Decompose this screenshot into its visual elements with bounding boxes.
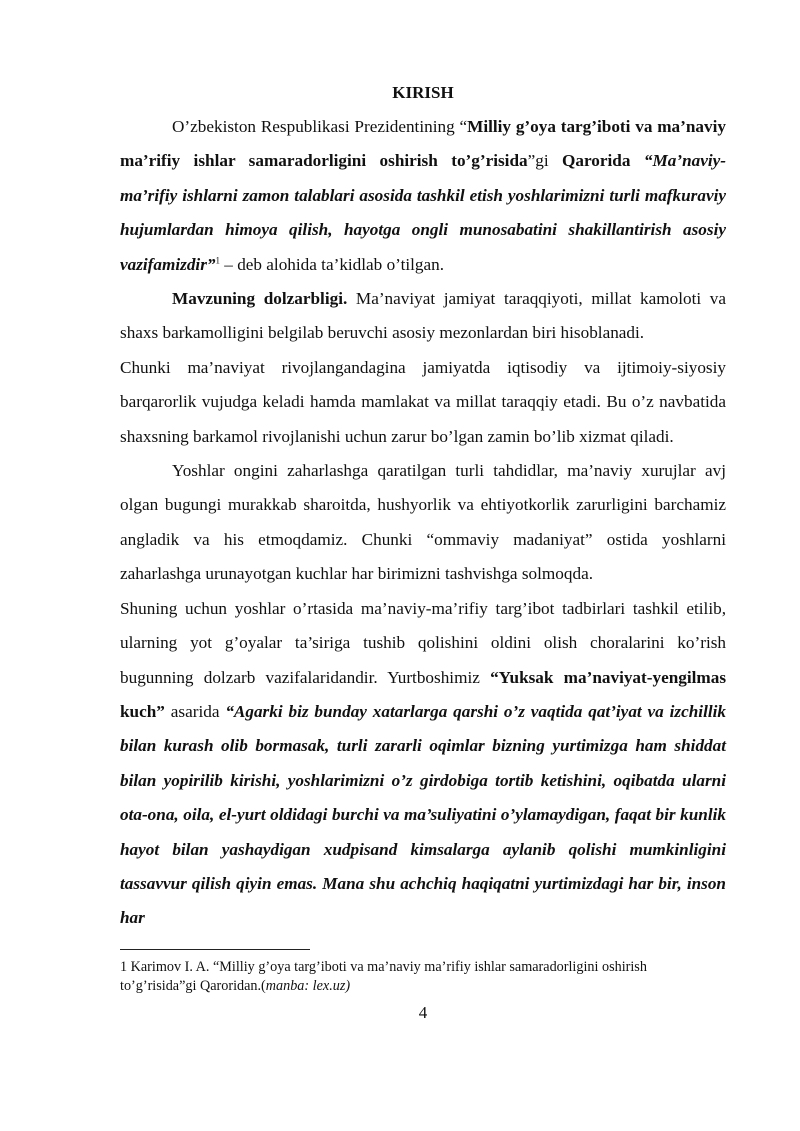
intro-text-2: ”gi <box>527 151 563 171</box>
relevance-heading: Mavzuning dolzarbligi. <box>172 289 348 309</box>
intro-text-3: – deb alohida ta’kidlab o’tilgan. <box>220 254 445 274</box>
measures-text-1: Shuning uchun yoshlar o’rtasida ma’naviy-ma’rifiy targ’ibot tadbirlari tashkil etilib, ularning yot g’oyalar ta’siriga tushib qolishini oldini olish choralarini ko’rish bugunning dolzarb vazifalaridandir. Yurtboshimiz <box>120 598 726 687</box>
paragraph-intro <box>120 110 726 282</box>
footnote-separator <box>120 949 310 950</box>
decree-title: Milliy g’oya targ’iboti va ma’naviy ma’rifiy ishlar samaradorligini oshirish to’g’risida <box>120 117 726 171</box>
paragraph-measures <box>120 592 726 936</box>
threats-text: Yoshlar ongini zaharlashga qaratilgan turli tahdidlar, ma’naviy xurujlar avj olgan bugungi murakkab sharoitda, hushyorlik va ehtiyotkorlik zarurligini barchamiz angladik va his etmoqdamiz. Chunki “ommaviy madaniyat” ostida yoshlarni zaharlashga urunayotgan kuchlar har birimizni tashvishga solmoqda. <box>120 461 726 584</box>
book-quote: “Agarki biz bunday xatarlarga qarshi o’z vaqtida qat’iyat va izchillik bilan kurash olib bormasak, turli zararli oqimlar bizning yurtimizga ham shiddat bilan yopirilib kirishi, yoshlarimizni o’z girdobiga tortib ketishini, oqibatda ularni ota-ona, oila, el-yurt oldidagi burchi va ma’suliyatini o’ylamaydigan, faqat bir kunlik hayot bilan yashaydigan xudpisand kimsalarga aylanib qolishi mumkinligini tassavvur qilish qiyin emas. Mana shu achchiq haqiqatni yurtimizdagi har bir, inson har <box>120 701 726 928</box>
section-heading: KIRISH <box>392 83 454 102</box>
paragraph-threats <box>120 454 726 592</box>
book-title: “Yuksak ma’naviyat-yengilmas kuch” <box>120 667 727 721</box>
spirituality-text: Chunki ma’naviyat rivojlangandagina jamiyatda iqtisodiy va ijtimoiy-siyosiy barqarorlik vujudga keladi hamda mamlakat va millat taraqqiy etadi. Bu o’z navbatida shaxsning barkamol rivojlanishi uchun zarur bo’lgan zamin bo’lib xizmat qiladi. <box>120 357 726 446</box>
paragraph-spirituality <box>120 351 726 454</box>
decree-label: Qarorida <box>562 151 631 171</box>
relevance-text: Ma’naviyat jamiyat taraqqiyoti, millat kamoloti va shaxs barkamolligini belgilab beruvchi asosiy mezonlardan biri hisoblanadi. <box>120 289 727 343</box>
intro-text-1: O’zbekiston Respublikasi Prezidentining “ <box>172 117 468 136</box>
paragraph-relevance <box>120 282 726 351</box>
measures-text-2: asarida <box>164 701 226 721</box>
footnote-marker[interactable]: 1 <box>215 254 220 265</box>
footnote-text: 1 Karimov I. A. “Milliy g’oya targ’iboti va ma’naviy ma’rifiy ishlar samaradorligini oshirish to’g’risida”gi Qaroridan.( <box>120 958 647 994</box>
decree-quote: “Ma’naviy-ma’rifiy ishlarni zamon talablari asosida tashkil etish yoshlarimizni turli mafkuraviy hujumlardan himoya qilish, hayotga ongli munosabatini shakillantirish asosiy vazifamizdir” <box>120 151 726 274</box>
footnote-source: manba: lex.uz) <box>265 977 351 994</box>
page-number: 4 <box>418 1002 428 1022</box>
footnote <box>120 958 726 996</box>
